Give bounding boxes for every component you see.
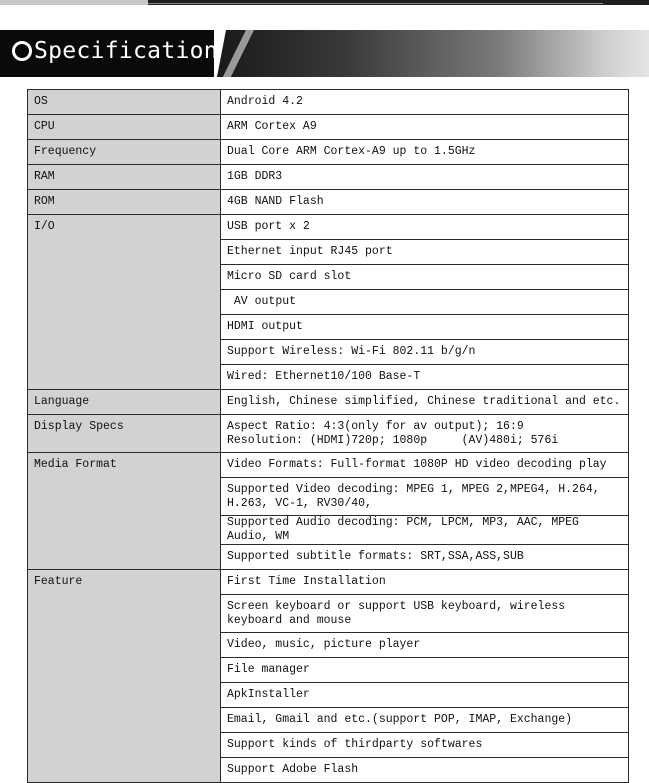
page-title: Specification <box>34 38 218 64</box>
spec-label: Feature <box>28 570 221 783</box>
spec-value-text: Aspect Ratio: 4:3(only for av output); 16:9 Resolution: (HDMI)720p; 1080p (AV)480i; 576i <box>227 419 559 447</box>
spec-value <box>221 758 629 783</box>
spec-value-text: Email, Gmail and etc.(support POP, IMAP, Exchange) <box>227 713 573 726</box>
spec-value <box>221 165 629 190</box>
spec-value-text: Video, music, picture player <box>227 638 421 651</box>
spec-label: Display Specs <box>28 415 221 453</box>
spec-value <box>221 140 629 165</box>
spec-table <box>27 89 629 783</box>
spec-value <box>221 390 629 415</box>
spec-value-text: Android 4.2 <box>227 95 303 108</box>
spec-value <box>221 265 629 290</box>
spec-value <box>221 340 629 365</box>
spec-value-text: ApkInstaller <box>227 688 310 701</box>
spec-value-text: Wired: Ethernet10/100 Base-T <box>227 370 421 383</box>
spec-value-text: File manager <box>227 663 310 676</box>
spec-label: Language <box>28 390 221 415</box>
spec-value <box>221 365 629 390</box>
spec-value-text: 1GB DDR3 <box>227 170 283 183</box>
spec-value <box>221 708 629 733</box>
top-bar-line <box>148 3 603 4</box>
spec-value-text: Support Wireless: Wi-Fi 802.11 b/g/n <box>227 345 476 358</box>
spec-value <box>221 90 629 115</box>
spec-value <box>221 453 629 478</box>
spec-row <box>28 453 629 478</box>
spec-value-text: 4GB NAND Flash <box>227 195 324 208</box>
spec-value <box>221 115 629 140</box>
spec-row <box>28 570 629 595</box>
spec-value-text: Screen keyboard or support USB keyboard, wireless keyboard and mouse <box>227 599 573 627</box>
spec-label: RAM <box>28 165 221 190</box>
circle-bullet-icon <box>12 41 32 61</box>
spec-row <box>28 190 629 215</box>
title-banner-gradient <box>218 30 649 77</box>
spec-label: Frequency <box>28 140 221 165</box>
spec-value <box>221 315 629 340</box>
spec-value <box>221 415 629 453</box>
spec-value <box>221 240 629 265</box>
spec-value-text: Ethernet input RJ45 port <box>227 245 393 258</box>
spec-row <box>28 215 629 240</box>
spec-value-text: Support Adobe Flash <box>227 763 359 776</box>
spec-value <box>221 683 629 708</box>
spec-value-text: Video Formats: Full-format 1080P HD video decoding play <box>227 458 607 471</box>
spec-value <box>221 215 629 240</box>
spec-value-text: First Time Installation <box>227 575 386 588</box>
spec-value <box>221 545 629 570</box>
spec-value <box>221 633 629 658</box>
spec-value <box>221 595 629 633</box>
spec-label: Media Format <box>28 453 221 570</box>
spec-value <box>221 190 629 215</box>
spec-row <box>28 415 629 453</box>
spec-value-text: AV output <box>227 295 297 308</box>
spec-value <box>221 478 629 516</box>
spec-value <box>221 290 629 315</box>
spec-value-text: Support kinds of thirdparty softwares <box>227 738 483 751</box>
spec-row <box>28 165 629 190</box>
spec-value-text: Supported Audio decoding: PCM, LPCM, MP3, AAC, MPEG Audio, WM <box>227 516 586 543</box>
spec-label: CPU <box>28 115 221 140</box>
spec-value <box>221 516 629 545</box>
spec-value-text: Dual Core ARM Cortex-A9 up to 1.5GHz <box>227 145 476 158</box>
spec-label: I/O <box>28 215 221 390</box>
spec-value-text: Supported Video decoding: MPEG 1, MPEG 2,MPEG4, H.264, H.263, VC-1, RV30/40, <box>227 482 607 510</box>
spec-row <box>28 90 629 115</box>
spec-value <box>221 733 629 758</box>
spec-value-text: Supported subtitle formats: SRT,SSA,ASS,SUB <box>227 550 524 563</box>
spec-row <box>28 390 629 415</box>
spec-value-text: USB port x 2 <box>227 220 310 233</box>
spec-label: OS <box>28 90 221 115</box>
spec-value <box>221 570 629 595</box>
spec-row <box>28 140 629 165</box>
spec-value-text: HDMI output <box>227 320 303 333</box>
spec-value-text: ARM Cortex A9 <box>227 120 317 133</box>
spec-value <box>221 658 629 683</box>
spec-label: ROM <box>28 190 221 215</box>
spec-value-text: Micro SD card slot <box>227 270 352 283</box>
spec-value-text: English, Chinese simplified, Chinese traditional and etc. <box>227 395 621 408</box>
spec-row <box>28 115 629 140</box>
top-bar-left <box>0 0 148 5</box>
